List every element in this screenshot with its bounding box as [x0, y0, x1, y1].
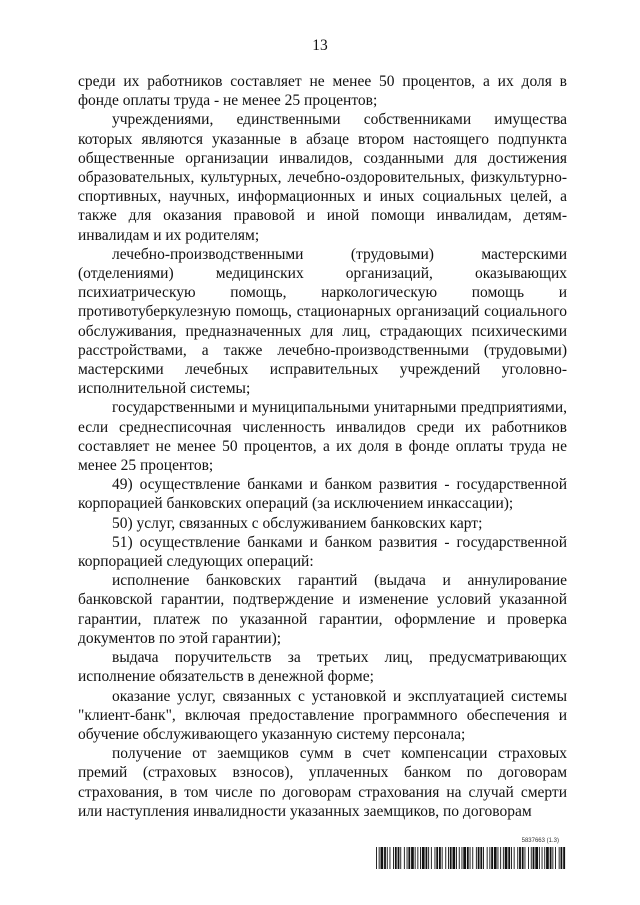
paragraph: исполнение банковских гарантий (выдача и аннулирование банковской гарантии, подтверждение и изменение условий указанной гарантии, платеж по указанной гарантии, оформление и проверка документов по этой гарантии);: [78, 572, 567, 647]
paragraph: оказание услуг, связанных с установкой и эксплуатацией системы "клиент-банк", включая предоставление программного обеспечения и обучение обслуживающего указанную систему персонала;: [78, 687, 567, 743]
paragraph: учреждениями, единственными собственниками имущества которых являются указанные в абзаце втором настоящего подпункта общественные организации инвалидов, созданными для достижения образовательных, культурных, лечебно-оздоровительных, физкультурно-спортивных, научных, информационных и иных социальных целей, а также для оказания правовой и иной помощи инвалидам, детям-инвалидам и их родителям;: [78, 111, 567, 244]
paragraph: среди их работников составляет не менее 50 процентов, а их доля в фонде оплаты труда - не менее 25 процентов;: [78, 73, 567, 110]
paragraph: государственными и муниципальными унитарными предприятиями, если среднесписочная численность инвалидов среди их работников составляет не менее 50 процентов, а их доля в фонде оплаты труда не менее 25 процентов;: [78, 399, 567, 475]
paragraph: лечебно-производственными (трудовыми) мастерскими (отделениями) медицинских организаций, оказывающих психиатрическую помощь, наркологическую помощь и противотуберкулезную помощь, стационарных организаций социального обслуживания, предназначенных для лиц, страдающих психическими расстройствами, а также лечебно-производственными (трудовыми) мастерскими лечебных исправительных учреждений уголовно-исполнительной системы;: [78, 245, 567, 398]
document-body: [78, 72, 567, 821]
page-number: 13: [312, 37, 328, 54]
paragraph: 50) услуг, связанных с обслуживанием банковских карт;: [112, 514, 483, 532]
paragraph: 51) осуществление банками и банком развития - государственной корпорацией следующих операций:: [78, 533, 567, 571]
barcode: [376, 847, 566, 869]
document-id: 5837663 (1.3): [521, 838, 559, 844]
paragraph: получение от заемщиков сумм в счет компенсации страховых премий (страховых взносов), уплаченных банком по договорам страхования, в том числе по договорам страхования на случай смерти или наступления инвалидности указанных заемщиков, по договорам: [78, 745, 567, 820]
paragraph: 49) осуществление банками и банком развития - государственной корпорацией банковских операций (за исключением инкассации);: [78, 476, 567, 513]
paragraph: выдача поручительств за третьих лиц, предусматривающих исполнение обязательств в денежной форме;: [78, 649, 567, 686]
